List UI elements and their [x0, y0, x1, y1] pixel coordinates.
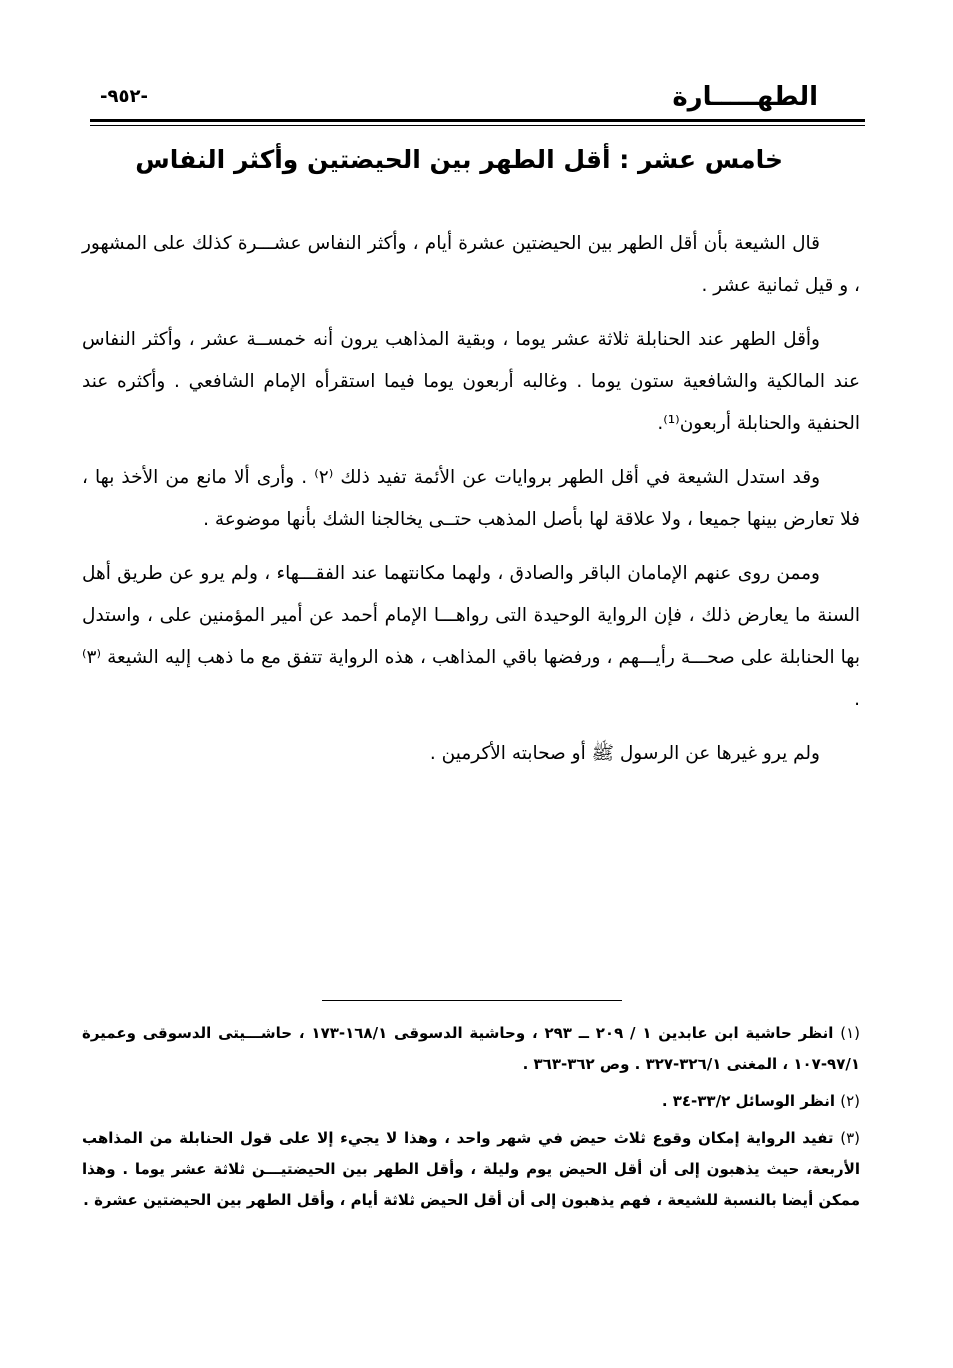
body-text — [82, 223, 860, 787]
paragraph: ولم يرو غيرها عن الرسول ﷺ أو صحابته الأكرمين . — [429, 743, 820, 764]
header-rule-thin — [90, 125, 865, 126]
running-title: الطهـــــارة — [672, 82, 818, 112]
footnote-separator — [322, 1000, 622, 1001]
footnote-number: (٢) — [840, 1092, 860, 1110]
footnote — [82, 1018, 860, 1080]
page-number: -٩٥٢- — [100, 86, 148, 107]
paragraph: وممن روى عنهم الإمامان الباقر والصادق ، ولهما مكانتهما عند الفقـــهاء ، ولم يرو عن طريق أهل السنة ما يعارض ذلك ، فإن الرواية الوحيدة التى رواهـــا الإمام أحمد عن أمير المؤمنين على ، واستدل بها الحنابلة على صحـــة رأيـــهم ، ورفضها باقي المذاهب ، هذه الرواية تتفق مع ما ذهب إليه الشيعة ⁽٣⁾ . — [82, 563, 860, 710]
footnote-number: (١) — [840, 1024, 860, 1042]
paragraph: وأقل الطهر عند الحنابلة ثلاثة عشر يوما ، وبقية المذاهب يرون أنه خمســة عشر ، وأكثر النفاس عند المالكية والشافعية ستون يوما . وغالبه أربعون يوما فيما استقرأه الإمام الشافعي . وأكثره عند الحنفية والحنابلة أربعون⁽¹⁾. — [82, 329, 860, 434]
section-heading: خامس عشر : أقل الطهر بين الحيضتين وأكثر النفاس — [135, 145, 783, 174]
footnote — [82, 1123, 860, 1216]
paragraph: وقد استدل الشيعة في أقل الطهر بروايات عن الأئمة تفيد ذلك ⁽٢⁾ . وأرى ألا مانع من الأخذ بها ، فلا تعارض بينها جميعا ، ولا علاقة لها بأصل المذهب حتــى يخالجنا الشك بأنها موضوعة . — [82, 467, 860, 530]
paragraph: قال الشيعة بأن أقل الطهر بين الحيضتين عشرة أيام ، وأكثر النفاس عشـــرة كذلك على المشهور ، و قيل ثمانية عشر . — [82, 233, 860, 296]
header-rule — [90, 119, 865, 122]
footnotes — [82, 1018, 860, 1222]
footnote-number: (٣) — [840, 1129, 860, 1147]
footnote — [82, 1086, 860, 1117]
footnote-text: انظر الوسائل ٣٣/٢-٣٤ . — [661, 1092, 835, 1110]
footnote-text: تفيد الرواية إمكان وقوع ثلاث حيض في شهر واحد ، وهذا لا يجيء إلا على قول الحنابلة من المذاهب الأربعة، حيث يذهبون إلى أن أقل الحيض يوم وليلة ، وأقل الطهر بين الحيضتيـــن ثلاثة عشر يوما . وهذا ممكن أيضا بالنسبة للشيعة ، فهم يذهبون إلى أن أقل الحيض ثلاثة أيام ، وأقل الطهر بين الحيضتين عشرة . — [82, 1129, 860, 1209]
footnote-text: انظر حاشية ابن عابدين ١ / ٢٠٩ ــ ٢٩٣ ، وحاشية الدسوقى ١٦٨/١-١٧٣ ، حاشـــيتى الدسوقى وعميرة ٩٧/١-١٠٧ ، المغنى ٣٢٦/١-٣٢٧ . وص ٣٦٢-٣٦٣ . — [82, 1024, 860, 1073]
